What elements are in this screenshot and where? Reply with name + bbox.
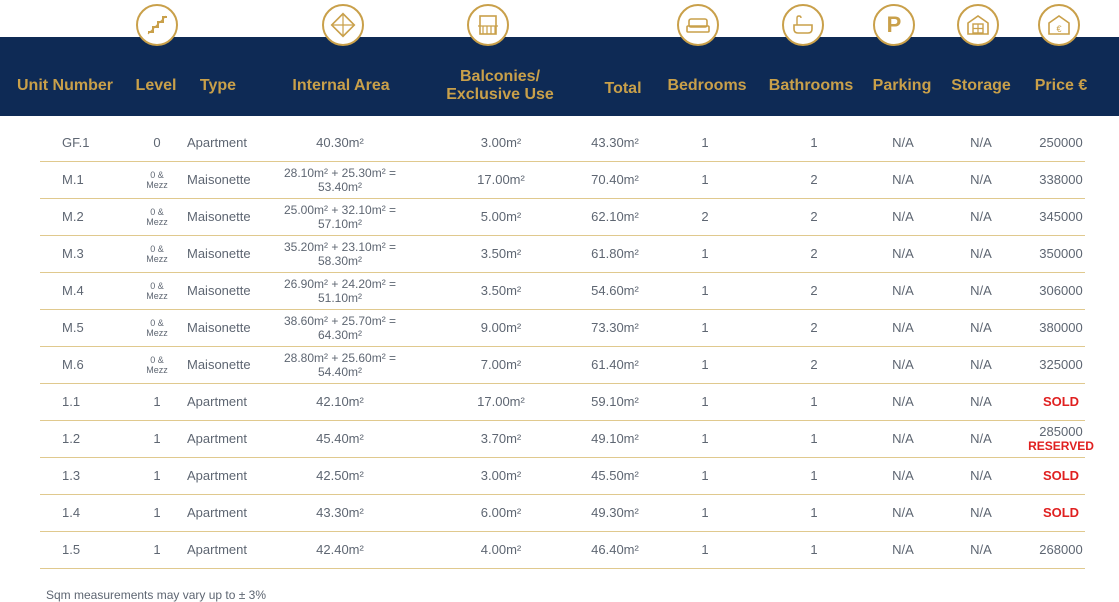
cell-balcony: 6.00m² — [480, 505, 522, 520]
cell-level — [153, 124, 160, 161]
level-value: 1 — [153, 394, 161, 409]
cell-price — [1039, 124, 1082, 161]
cell-type: Apartment — [187, 431, 247, 446]
internal-area-line2: 54.40m² — [317, 364, 363, 379]
cell-internal-area — [284, 309, 396, 346]
cell-internal-area — [316, 494, 364, 531]
header-balconies-line2: Exclusive Use — [446, 86, 554, 103]
cell-type: Maisonette — [187, 320, 251, 335]
balcony-icon — [467, 4, 509, 46]
cell-bedrooms: 1 — [701, 246, 709, 261]
cell-bathrooms: 2 — [810, 320, 818, 335]
cell-balcony: 3.00m² — [480, 468, 522, 483]
header-total: Total — [604, 80, 642, 97]
cell-internal-area — [316, 383, 364, 420]
header-balconies — [446, 68, 554, 104]
cell-price — [1039, 531, 1082, 568]
cell-balcony: 4.00m² — [480, 542, 522, 557]
cell-bathrooms: 1 — [810, 394, 818, 409]
cell-parking: N/A — [892, 135, 914, 150]
cell-price — [1039, 161, 1082, 198]
cell-total: 45.50m² — [591, 468, 639, 483]
cell-balcony: 7.00m² — [480, 357, 522, 372]
svg-text:€: € — [1056, 24, 1062, 34]
internal-area-line1: 43.30m² — [316, 505, 364, 520]
cell-internal-area — [284, 346, 396, 383]
internal-area-line2: 57.10m² — [317, 216, 363, 231]
cell-unit: 1.4 — [62, 505, 81, 520]
cell-total: 46.40m² — [591, 542, 639, 557]
internal-area-line2: 53.40m² — [317, 179, 363, 194]
cell-internal-area — [316, 457, 364, 494]
cell-parking: N/A — [892, 246, 914, 261]
cell-parking: N/A — [892, 431, 914, 446]
cell-parking: N/A — [892, 357, 914, 372]
cell-total: 62.10m² — [591, 209, 639, 224]
status-badge: SOLD — [1042, 504, 1080, 520]
cell-type: Apartment — [187, 135, 247, 150]
cell-level — [153, 420, 160, 457]
cell-total: 43.30m² — [591, 135, 639, 150]
cell-storage: N/A — [970, 135, 992, 150]
table-row — [40, 161, 1085, 199]
cell-internal-area — [284, 161, 396, 198]
cell-bedrooms: 2 — [701, 209, 709, 224]
internal-area-line1: 28.10m² + 25.30m² = — [283, 165, 397, 180]
cell-internal-area — [316, 531, 364, 568]
cell-level — [145, 161, 169, 198]
table-row — [40, 457, 1085, 495]
price-value: 345000 — [1039, 208, 1083, 224]
cell-storage: N/A — [970, 468, 992, 483]
table-row — [40, 309, 1085, 347]
cell-type: Maisonette — [187, 283, 251, 298]
cell-level — [153, 457, 160, 494]
cell-bedrooms: 1 — [701, 394, 709, 409]
cell-level — [145, 346, 169, 383]
level-value: 0 & Mezz — [146, 206, 168, 227]
footnote: Sqm measurements may vary up to ± 3% — [46, 588, 267, 602]
price-value: 350000 — [1039, 245, 1083, 261]
cell-unit: M.1 — [62, 172, 84, 187]
status-badge: RESERVED — [1028, 438, 1094, 453]
cell-balcony: 5.00m² — [480, 209, 522, 224]
cell-parking: N/A — [892, 468, 914, 483]
cell-type: Maisonette — [187, 357, 251, 372]
cell-bathrooms: 1 — [810, 542, 818, 557]
cell-storage: N/A — [970, 283, 992, 298]
header-parking: Parking — [872, 77, 932, 94]
table-row — [40, 531, 1085, 569]
cell-price — [1039, 198, 1082, 235]
cell-bathrooms: 1 — [810, 505, 818, 520]
euro-icon — [1038, 4, 1080, 46]
level-value: 1 — [153, 542, 161, 557]
header-internal-area: Internal Area — [292, 77, 390, 94]
cell-balcony: 17.00m² — [477, 394, 525, 409]
cell-unit: 1.5 — [62, 542, 81, 557]
cell-unit: 1.2 — [62, 431, 81, 446]
cell-parking: N/A — [892, 320, 914, 335]
internal-area-line1: 25.00m² + 32.10m² = — [283, 202, 397, 217]
cell-price — [1039, 309, 1082, 346]
cell-total: 49.10m² — [591, 431, 639, 446]
table-row — [40, 346, 1085, 384]
header-balconies-line1: Balconies/ — [459, 68, 541, 85]
header-unit-number: Unit Number — [17, 77, 113, 94]
cell-total: 49.30m² — [591, 505, 639, 520]
price-value: 306000 — [1039, 282, 1083, 298]
cell-type: Apartment — [187, 542, 247, 557]
cell-storage: N/A — [970, 357, 992, 372]
cell-internal-area — [284, 235, 396, 272]
cell-price — [1043, 457, 1079, 494]
cell-total: 54.60m² — [591, 283, 639, 298]
cell-type: Apartment — [187, 505, 247, 520]
price-value: 250000 — [1039, 134, 1083, 150]
cell-unit: M.6 — [62, 357, 84, 372]
price-value: 268000 — [1039, 541, 1083, 557]
internal-area-line2: 64.30m² — [317, 327, 363, 342]
cell-price — [1039, 272, 1082, 309]
level-value: 1 — [153, 431, 161, 446]
price-value: 338000 — [1039, 171, 1083, 187]
level-value: 0 & Mezz — [146, 354, 168, 375]
cell-bathrooms: 1 — [810, 468, 818, 483]
status-badge: SOLD — [1042, 393, 1080, 409]
header-bedrooms: Bedrooms — [667, 77, 747, 94]
internal-area-line2: 51.10m² — [317, 290, 363, 305]
internal-area-line1: 42.40m² — [316, 542, 364, 557]
cell-level — [145, 235, 169, 272]
internal-area-line1: 45.40m² — [316, 431, 364, 446]
cell-bedrooms: 1 — [701, 542, 709, 557]
cell-bedrooms: 1 — [701, 135, 709, 150]
cell-bathrooms: 2 — [810, 246, 818, 261]
cell-level — [153, 383, 160, 420]
cell-balcony: 3.70m² — [480, 431, 522, 446]
cell-storage: N/A — [970, 209, 992, 224]
internal-area-line1: 42.10m² — [316, 394, 364, 409]
cell-bathrooms: 2 — [810, 283, 818, 298]
cell-unit: M.5 — [62, 320, 84, 335]
cell-bedrooms: 1 — [701, 505, 709, 520]
table-row — [40, 494, 1085, 532]
cell-balcony: 3.50m² — [480, 283, 522, 298]
level-value: 0 & Mezz — [146, 243, 168, 264]
table-row — [40, 383, 1085, 421]
cell-storage: N/A — [970, 320, 992, 335]
parking-icon — [873, 4, 915, 46]
cell-internal-area — [316, 124, 364, 161]
cell-internal-area — [316, 420, 364, 457]
cell-total: 59.10m² — [591, 394, 639, 409]
header-storage: Storage — [951, 77, 1011, 94]
cell-level — [153, 531, 160, 568]
cell-storage: N/A — [970, 246, 992, 261]
internal-area-line1: 42.50m² — [316, 468, 364, 483]
internal-area-line2: 58.30m² — [317, 253, 363, 268]
cell-total: 61.40m² — [591, 357, 639, 372]
bathtub-icon — [782, 4, 824, 46]
cell-storage: N/A — [970, 542, 992, 557]
cell-type: Maisonette — [187, 246, 251, 261]
table-row — [40, 420, 1094, 458]
status-badge: SOLD — [1042, 467, 1080, 483]
level-value: 0 & Mezz — [146, 169, 168, 190]
cell-bathrooms: 2 — [810, 172, 818, 187]
level-value: 1 — [153, 505, 161, 520]
cell-internal-area — [284, 272, 396, 309]
price-value: 285000 — [1039, 423, 1083, 439]
cell-type: Apartment — [187, 394, 247, 409]
header-level: Level — [135, 77, 177, 94]
level-value: 0 & Mezz — [146, 317, 168, 338]
cell-bedrooms: 1 — [701, 320, 709, 335]
cell-total: 70.40m² — [591, 172, 639, 187]
internal-area-line1: 38.60m² + 25.70m² = — [283, 313, 397, 328]
cell-level — [145, 198, 169, 235]
internal-area-line1: 35.20m² + 23.10m² = — [283, 239, 397, 254]
cell-unit: M.4 — [62, 283, 84, 298]
cell-level — [145, 309, 169, 346]
cell-bathrooms: 2 — [810, 357, 818, 372]
cell-bedrooms: 1 — [701, 468, 709, 483]
cell-bedrooms: 1 — [701, 431, 709, 446]
cell-bathrooms: 1 — [810, 431, 818, 446]
internal-area-line1: 28.80m² + 25.60m² = — [283, 350, 397, 365]
table-row — [40, 272, 1085, 310]
cell-bedrooms: 1 — [701, 357, 709, 372]
cell-storage: N/A — [970, 431, 992, 446]
cell-storage: N/A — [970, 172, 992, 187]
cell-type: Apartment — [187, 468, 247, 483]
cell-bedrooms: 1 — [701, 283, 709, 298]
internal-area-line1: 40.30m² — [316, 135, 364, 150]
level-value: 1 — [153, 468, 161, 483]
cell-unit: M.3 — [62, 246, 84, 261]
table-row — [40, 235, 1085, 273]
cell-storage: N/A — [970, 394, 992, 409]
cell-unit: M.2 — [62, 209, 84, 224]
cell-type: Maisonette — [187, 209, 251, 224]
cell-bathrooms: 1 — [810, 135, 818, 150]
cell-price — [1028, 420, 1094, 457]
internal-area-line1: 26.90m² + 24.20m² = — [283, 276, 397, 291]
cell-bedrooms: 1 — [701, 172, 709, 187]
cell-total: 61.80m² — [591, 246, 639, 261]
level-value: 0 & Mezz — [146, 280, 168, 301]
floorplan-icon — [322, 4, 364, 46]
cell-unit: GF.1 — [62, 135, 90, 150]
cell-price — [1043, 383, 1079, 420]
cell-total: 73.30m² — [591, 320, 639, 335]
cell-balcony: 9.00m² — [480, 320, 522, 335]
cell-balcony: 17.00m² — [477, 172, 525, 187]
cell-price — [1039, 235, 1082, 272]
storage-icon — [957, 4, 999, 46]
cell-unit: 1.3 — [62, 468, 81, 483]
cell-parking: N/A — [892, 283, 914, 298]
cell-level — [145, 272, 169, 309]
cell-parking: N/A — [892, 209, 914, 224]
cell-internal-area — [284, 198, 396, 235]
table-row — [40, 198, 1085, 236]
cell-balcony: 3.50m² — [480, 246, 522, 261]
cell-balcony: 3.00m² — [480, 135, 522, 150]
header-price: Price € — [1034, 77, 1088, 94]
header-type: Type — [199, 77, 237, 94]
cell-unit: 1.1 — [62, 394, 81, 409]
cell-price — [1043, 494, 1079, 531]
cell-parking: N/A — [892, 505, 914, 520]
cell-level — [153, 494, 160, 531]
price-value: 380000 — [1039, 319, 1083, 335]
cell-price — [1039, 346, 1082, 383]
cell-bathrooms: 2 — [810, 209, 818, 224]
cell-parking: N/A — [892, 542, 914, 557]
table-row — [40, 124, 1085, 162]
price-value: 325000 — [1039, 356, 1083, 372]
cell-parking: N/A — [892, 172, 914, 187]
bed-icon — [677, 4, 719, 46]
level-value: 0 — [153, 135, 161, 150]
cell-storage: N/A — [970, 505, 992, 520]
parking-letter: P — [886, 12, 902, 37]
cell-type: Maisonette — [187, 172, 251, 187]
cell-parking: N/A — [892, 394, 914, 409]
header-bathrooms: Bathrooms — [768, 77, 854, 94]
stairs-icon — [136, 4, 178, 46]
